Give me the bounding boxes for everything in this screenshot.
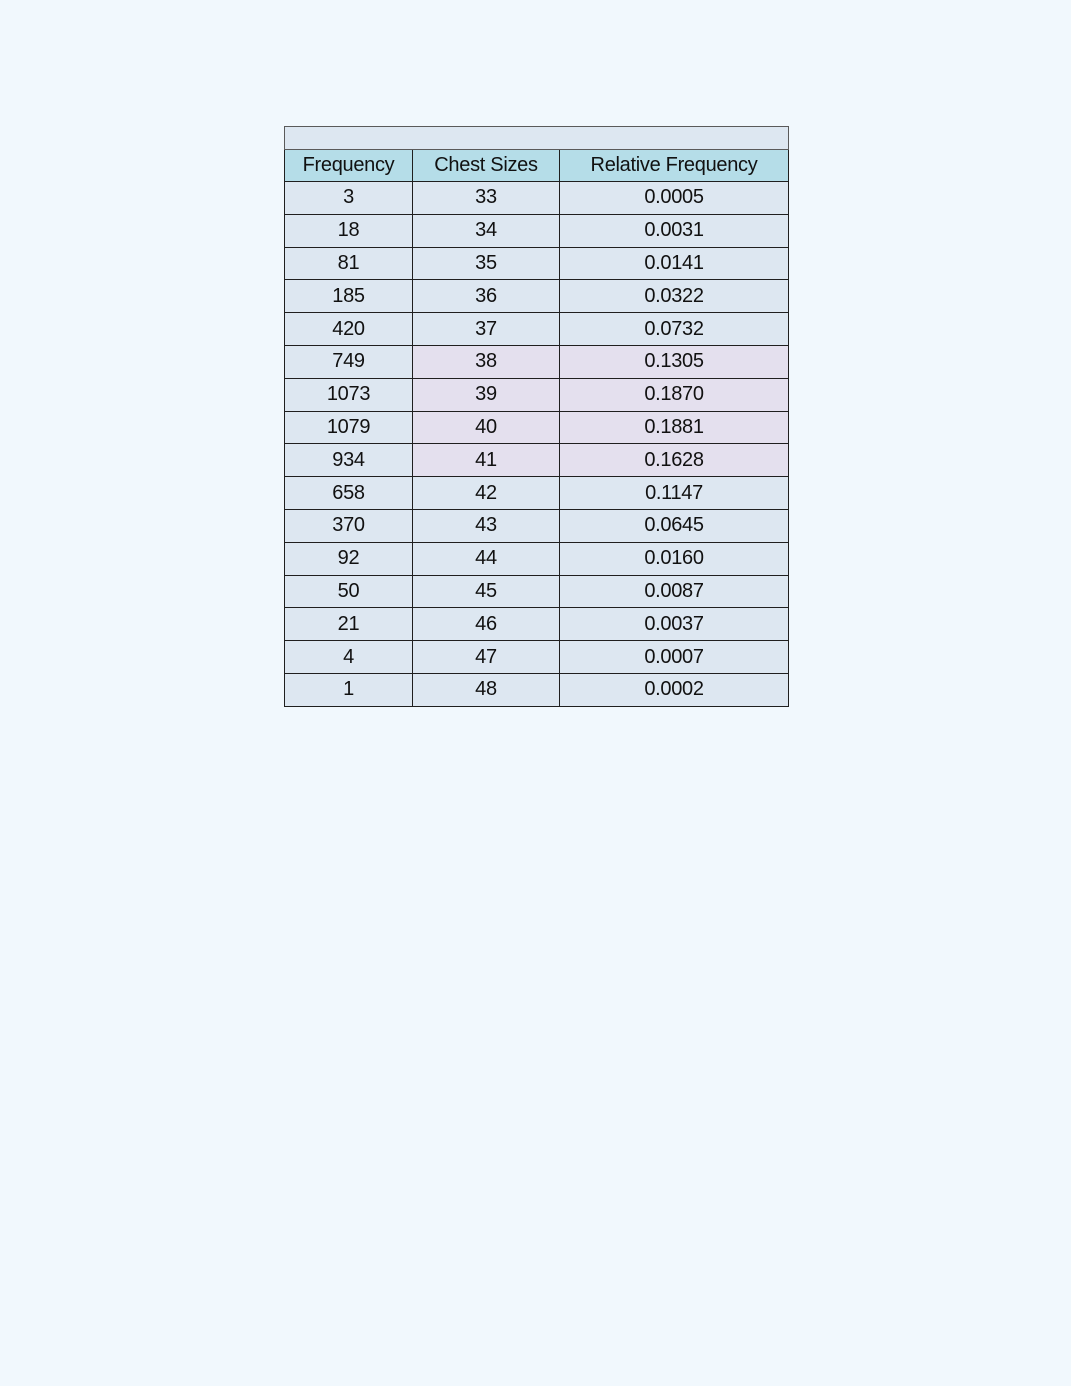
table-row xyxy=(285,575,789,608)
cell-chest-size: 41 xyxy=(413,444,560,477)
cell-chest-size: 38 xyxy=(413,345,560,378)
table-row xyxy=(285,542,789,575)
table-header-row xyxy=(285,150,789,182)
table-row xyxy=(285,280,789,313)
frequency-table xyxy=(284,126,789,707)
table-row xyxy=(285,182,789,215)
frequency-table-container xyxy=(284,126,788,707)
header-relative-frequency: Relative Frequency xyxy=(560,150,789,182)
table-row xyxy=(285,641,789,674)
cell-chest-size: 37 xyxy=(413,313,560,346)
cell-frequency: 50 xyxy=(285,575,413,608)
cell-relative-frequency: 0.0160 xyxy=(560,542,789,575)
cell-frequency: 658 xyxy=(285,477,413,510)
cell-chest-size: 36 xyxy=(413,280,560,313)
cell-relative-frequency: 0.0645 xyxy=(560,509,789,542)
cell-relative-frequency: 0.0087 xyxy=(560,575,789,608)
table-row xyxy=(285,214,789,247)
cell-frequency: 370 xyxy=(285,509,413,542)
table-row xyxy=(285,411,789,444)
table-row xyxy=(285,345,789,378)
cell-frequency: 21 xyxy=(285,608,413,641)
cell-frequency: 92 xyxy=(285,542,413,575)
table-title-row xyxy=(285,127,789,150)
cell-chest-size: 40 xyxy=(413,411,560,444)
cell-chest-size: 44 xyxy=(413,542,560,575)
table-row xyxy=(285,444,789,477)
table-row xyxy=(285,378,789,411)
cell-relative-frequency: 0.1870 xyxy=(560,378,789,411)
table-row xyxy=(285,673,789,706)
cell-chest-size: 35 xyxy=(413,247,560,280)
cell-relative-frequency: 0.0007 xyxy=(560,641,789,674)
header-frequency: Frequency xyxy=(285,150,413,182)
cell-chest-size: 34 xyxy=(413,214,560,247)
cell-chest-size: 45 xyxy=(413,575,560,608)
table-row xyxy=(285,608,789,641)
table-row xyxy=(285,313,789,346)
cell-frequency: 1079 xyxy=(285,411,413,444)
cell-relative-frequency: 0.0037 xyxy=(560,608,789,641)
cell-frequency: 934 xyxy=(285,444,413,477)
cell-frequency: 4 xyxy=(285,641,413,674)
cell-relative-frequency: 0.1147 xyxy=(560,477,789,510)
cell-frequency: 185 xyxy=(285,280,413,313)
table-title xyxy=(285,127,789,150)
cell-chest-size: 39 xyxy=(413,378,560,411)
cell-frequency: 749 xyxy=(285,345,413,378)
table-row xyxy=(285,247,789,280)
cell-frequency: 81 xyxy=(285,247,413,280)
cell-chest-size: 43 xyxy=(413,509,560,542)
cell-relative-frequency: 0.0141 xyxy=(560,247,789,280)
cell-relative-frequency: 0.0732 xyxy=(560,313,789,346)
cell-frequency: 420 xyxy=(285,313,413,346)
cell-chest-size: 48 xyxy=(413,673,560,706)
cell-relative-frequency: 0.1628 xyxy=(560,444,789,477)
cell-frequency: 3 xyxy=(285,182,413,215)
cell-relative-frequency: 0.1305 xyxy=(560,345,789,378)
cell-relative-frequency: 0.1881 xyxy=(560,411,789,444)
table-body xyxy=(285,182,789,707)
cell-relative-frequency: 0.0322 xyxy=(560,280,789,313)
cell-chest-size: 42 xyxy=(413,477,560,510)
cell-chest-size: 47 xyxy=(413,641,560,674)
cell-frequency: 1073 xyxy=(285,378,413,411)
header-chest-sizes: Chest Sizes xyxy=(413,150,560,182)
cell-chest-size: 33 xyxy=(413,182,560,215)
cell-frequency: 18 xyxy=(285,214,413,247)
cell-relative-frequency: 0.0002 xyxy=(560,673,789,706)
cell-relative-frequency: 0.0031 xyxy=(560,214,789,247)
cell-frequency: 1 xyxy=(285,673,413,706)
cell-relative-frequency: 0.0005 xyxy=(560,182,789,215)
table-row xyxy=(285,477,789,510)
cell-chest-size: 46 xyxy=(413,608,560,641)
table-row xyxy=(285,509,789,542)
